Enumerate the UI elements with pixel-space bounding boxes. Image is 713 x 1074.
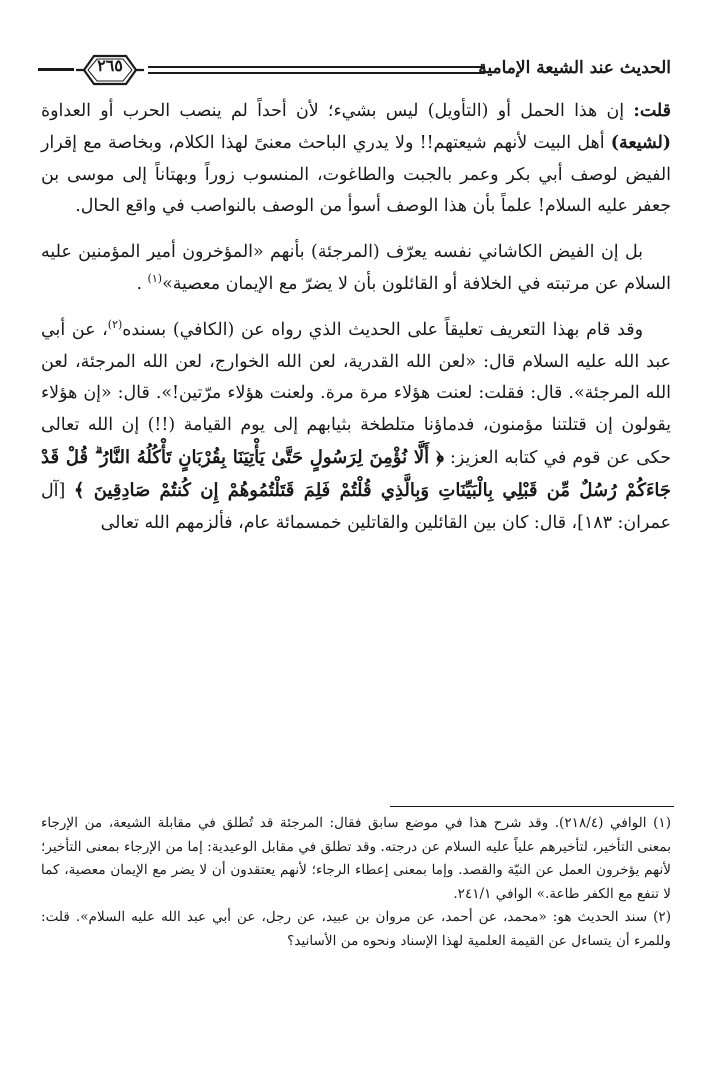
header-rule-left bbox=[38, 68, 74, 71]
footnote-2: (٢) سند الحديث هو: «محمد، عن أحمد، عن مروان بن عبيد، عن رجل، عن أبي عبد الله عليه السلام». قلت: وللمرء أن يتساءل عن القيمة العلمية لهذا الإسناد ونحوه من الأسانيد؟ bbox=[41, 909, 672, 949]
body-text bbox=[41, 96, 671, 539]
footnote-separator bbox=[390, 806, 674, 807]
bold-term: (لشيعة) bbox=[610, 132, 672, 153]
footnote-ref-2: (٢) bbox=[107, 317, 123, 331]
footnotes bbox=[41, 812, 671, 954]
header-rule-top bbox=[148, 66, 485, 68]
paragraph-1: قلت: إن هذا الحمل أو (التأويل) ليس بشيء؛ لأن أحداً لم ينصب الحرب أو العداوة (لشيعة) أهل البيت لأنهم شيعتهم!! ولا يدري الباحث معنىً لهذا الكلام، وبخاصة مع إقرار الفيض لوصف أبي بكر وعمر بالجبت والطاغوت، المنسوب زوراً وبهتاناً إلى موسى بن جعفر عليه السلام! علماً بأن هذا الوصف أسوأ من الوصف بالنواصب في واقع الحال. bbox=[41, 101, 672, 217]
footnote-1: (١) الوافي (٢١٨/٤). وقد شرح هذا في موضع سابق فقال: المرجئة قد تُطلق في مقابلة الشيعة، من الإرجاء بمعنى التأخير، لتأخيرهم علياً عليه السلام عن درجته. وقد تطلق في مقابل الوعيدية: إما من الإرجاء بمعنى التأخير؛ لأنهم يؤخرون العمل عن النيّة والقصد. وإما بمعنى إعطاء الرجاء؛ لأنهم يعتقدون أن لا يضر مع الإيمان معصية، كما لا تنفع مع الكفر طاعة.» الوافي ٢٤١/١. bbox=[41, 815, 672, 902]
running-title: الحديث عند الشيعة الإمامية bbox=[478, 58, 671, 78]
verse-reference: [آل عمران: bbox=[41, 480, 671, 533]
quran-verse: ﴿ أَلَّا نُؤْمِنَ لِرَسُولٍ حَتَّىٰ يَأْتِيَنَا بِقُرْبَانٍ تَأْكُلُهُ النَّارُ ۗ قُلْ قَدْ جَاءَكُمْ bbox=[41, 446, 672, 501]
quran-verse-cont: رُسُلٌ مِّن قَبْلِي بِالْبَيِّنَاتِ وَبِالَّذِي قُلْتُمْ فَلِمَ قَتَلْتُمُوهُمْ إِن كُنتُمْ صَادِقِينَ ﴾ bbox=[73, 479, 617, 501]
header-rule-bottom bbox=[148, 72, 485, 74]
footnote-ref-1: (١) bbox=[147, 272, 163, 286]
qult-label: قلت: bbox=[633, 101, 671, 121]
page-number: ٢٦٥ bbox=[97, 56, 123, 75]
paragraph-2: بل إن الفيض الكاشاني نفسه يعرّف (المرجئة) بأنهم «المؤخرون أمير المؤمنين عليه السلام عن مرتبته في الخلافة أو القائلون بأن لا يضرّ مع الإيمان معصية»$^{(١)}$ . bbox=[41, 242, 671, 294]
paragraph-3: وقد قام بهذا التعريف تعليقاً على الحديث الذي رواه عن (الكافي) بسنده$^{(٢)}$، عن أبي عبد الله عليه السلام قال: «لعن الله القدرية، لعن الله الخوارج، لعن الله المرجئة، لعن الله المرجئة». قال: فقلت: لعنت هؤلاء مرة مرة. ولعنت هؤلاء مرّتين!». قال: «إن هؤلاء يقولون إن قتلتنا مؤمنون، فدماؤنا متلطخة بثيابهم إلى يوم القيامة (!!) إن الله تعالى حكى عن قوم في كتابه العزيز: ﴿ أَلَّا نُؤْمِنَ لِرَسُولٍ حَتَّىٰ يَأْتِيَنَا بِقُرْبَانٍ تَأْكُلُهُ النَّارُ ۗ قُلْ قَدْ جَاءَكُمْ رُسُلٌ مِّن قَبْلِي بِالْبَيِّنَاتِ وَبِالَّذِي قُلْتُمْ فَلِمَ قَتَلْتُمُوهُمْ إِن كُنتُمْ صَادِقِينَ ﴾ [آل عمران: ١٨٣]، قال: كان بين القائلين والقاتلين خمسمائة عام، فألزمهم الله تعالى bbox=[41, 317, 672, 533]
